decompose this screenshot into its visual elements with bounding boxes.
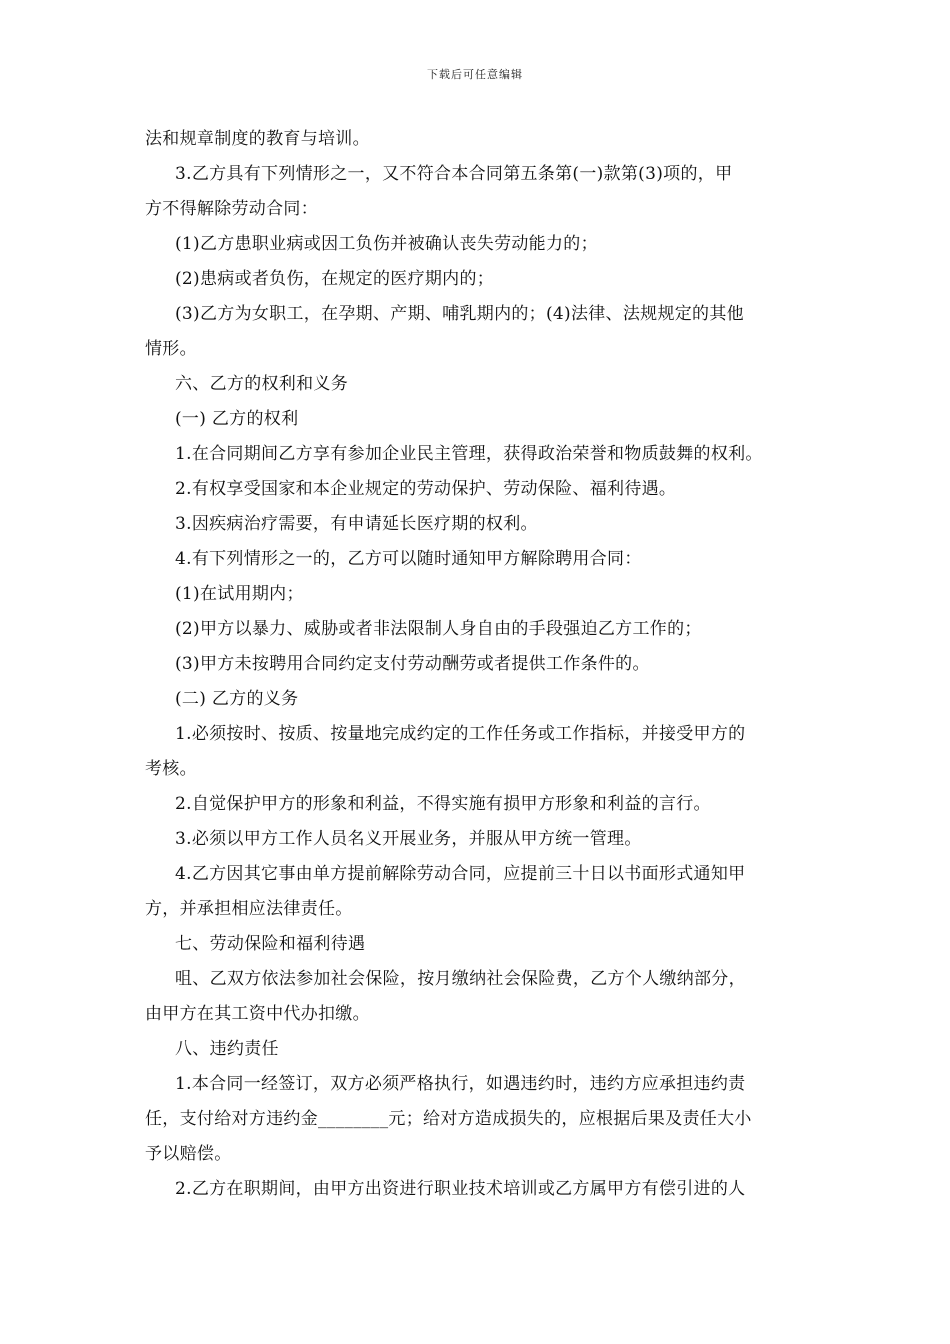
text-line: 2.自觉保护甲方的形象和利益，不得实施有损甲方形象和利益的言行。 <box>175 794 711 814</box>
text-line: 1.本合同一经签订，双方必须严格执行，如遇违约时，违约方应承担违约责 <box>175 1074 746 1094</box>
text-line: (一) 乙方的权利 <box>175 409 299 429</box>
text-line: 法和规章制度的教育与培训。 <box>145 129 370 149</box>
document-body <box>145 122 825 1207</box>
text-line: 方，并承担相应法律责任。 <box>145 899 353 919</box>
text-line: 方不得解除劳动合同： <box>145 199 318 219</box>
text-line: 2.有权享受国家和本企业规定的劳动保护、劳动保险、福利待遇。 <box>175 479 677 499</box>
text-line: 2.乙方在职期间，由甲方出资进行职业技术培训或乙方属甲方有偿引进的人 <box>175 1179 746 1199</box>
text-line: 六、乙方的权利和义务 <box>175 374 348 394</box>
text-line: 3.必须以甲方工作人员名义开展业务，并服从甲方统一管理。 <box>175 829 642 849</box>
text-line: (2)患病或者负伤，在规定的医疗期内的； <box>175 269 495 289</box>
text-line: 4.乙方因其它事由单方提前解除劳动合同，应提前三十日以书面形式通知甲 <box>175 864 746 884</box>
text-line: 3.因疾病治疗需要，有申请延长医疗期的权利。 <box>175 514 538 534</box>
text-line: (3)乙方为女职工，在孕期、产期、哺乳期内的；(4)法律、法规规定的其他 <box>175 304 744 324</box>
text-line: (1)乙方患职业病或因工负伤并被确认丧失劳动能力的； <box>175 234 598 254</box>
text-line: (3)甲方未按聘用合同约定支付劳动酬劳或者提供工作条件的。 <box>175 654 650 674</box>
text-line: 由甲方在其工资中代办扣缴。 <box>145 1004 370 1024</box>
text-line: 3.乙方具有下列情形之一，又不符合本合同第五条第(一)款第(3)项的，甲 <box>175 164 733 184</box>
text-line: 1.必须按时、按质、按量地完成约定的工作任务或工作指标，并接受甲方的 <box>175 724 746 744</box>
page-header: 下载后可任意编辑 <box>427 68 523 81</box>
text-line: 咀、乙双方依法参加社会保险，按月缴纳社会保险费，乙方个人缴纳部分， <box>175 969 746 989</box>
text-line: 七、劳动保险和福利待遇 <box>175 934 366 954</box>
text-line: 情形。 <box>145 339 197 359</box>
text-line: 任，支付给对方违约金________元；给对方造成损失的，应根据后果及责任大小 <box>145 1109 752 1129</box>
text-line: (1)在试用期内； <box>175 584 304 604</box>
text-line: (2)甲方以暴力、威胁或者非法限制人身自由的手段强迫乙方工作的； <box>175 619 702 639</box>
text-line: 考核。 <box>145 759 197 779</box>
text-line: 八、违约责任 <box>175 1039 279 1059</box>
text-line: 1.在合同期间乙方享有参加企业民主管理，获得政治荣誉和物质鼓舞的权利。 <box>175 444 763 464</box>
text-line: 4.有下列情形之一的，乙方可以随时通知甲方解除聘用合同： <box>175 549 642 569</box>
text-line: 予以赔偿。 <box>145 1144 232 1164</box>
text-line: (二) 乙方的义务 <box>175 689 299 709</box>
